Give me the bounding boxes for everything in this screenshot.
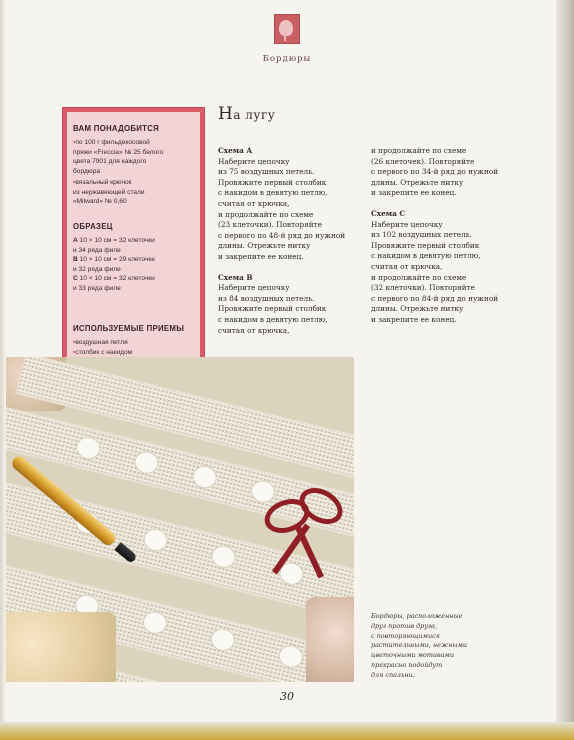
- gauge-key: B: [73, 256, 78, 264]
- caption-line: прекрасно подойдут: [371, 660, 443, 669]
- flower-logo-icon: [274, 14, 300, 44]
- scheme-line: длины. Отрежьте нитку: [371, 177, 464, 187]
- title-rest: а лугу: [233, 108, 276, 122]
- scheme-line: Наберите цепочку: [218, 156, 290, 166]
- scheme-line: и продолжайте по схеме: [218, 209, 314, 219]
- gauge-key: C: [73, 275, 78, 283]
- gauge-line: и 32 ряда филе: [73, 265, 121, 273]
- scheme-line: из 102 воздушных петель.: [371, 230, 473, 240]
- caption-line: для спальни.: [371, 670, 415, 679]
- ribbon-bow: [268, 500, 342, 560]
- gauge-line: 10 × 10 см = 32 клеточки: [77, 237, 155, 244]
- page-bottom-edge: [0, 722, 574, 740]
- scheme-line: с накидом в девятую петлю,: [218, 188, 328, 198]
- gauge-line: и 33 ряда филе: [73, 284, 121, 292]
- caption-line: друг против друга,: [371, 621, 438, 630]
- gauge-list: [73, 236, 155, 294]
- technique-item: ▪ столбик с накидом: [73, 348, 132, 358]
- materials-heading: ВАМ ПОНАДОБИТСЯ: [73, 124, 160, 133]
- scheme-line: Наберите цепочку: [218, 283, 290, 293]
- scheme-line: длины. Отрежьте нитку: [371, 304, 464, 314]
- scheme-line: и продолжайте по схеме: [371, 272, 467, 282]
- scheme-a: [218, 146, 366, 336]
- caption-line: с повторяющимися: [371, 631, 440, 640]
- scheme-line: (23 клеточки). Повторяйте: [218, 220, 322, 230]
- materials-item-hook: [73, 178, 145, 207]
- gauge-key: A: [73, 237, 78, 244]
- materials-item-yarn: [73, 138, 163, 176]
- scheme-line: с накидом в девятую петлю,: [218, 314, 328, 324]
- photo-caption: [371, 612, 467, 681]
- scheme-line: считая от крючка,: [218, 198, 290, 208]
- scheme-a-heading: Схема A: [218, 146, 253, 155]
- caption-line: цветочными мотивами: [371, 651, 454, 660]
- technique-item: ▪ воздушная петля: [73, 338, 132, 348]
- page-right-edge: [556, 0, 574, 740]
- materials-line: цвета 7901 для каждого: [73, 158, 147, 166]
- scheme-line: и закрепите ее конец.: [371, 188, 457, 198]
- techniques-list: [73, 338, 132, 357]
- scheme-b-continued: [371, 146, 519, 326]
- scheme-line: Провяжите первый столбик: [218, 304, 327, 314]
- scheme-line: (32 клеточки). Повторяйте: [371, 283, 475, 293]
- gauge-line: и 34 ряда филе: [73, 246, 121, 254]
- caption-line: Бордюры, расположенные: [371, 612, 463, 620]
- scheme-line: с первого по 48-й ряд до нужной: [218, 230, 346, 240]
- scheme-line: с первого по 84-й ряд до нужной: [371, 293, 499, 303]
- floral-fabric: [306, 597, 354, 682]
- materials-line: пряжи «Freccia» № 25 белого: [73, 148, 164, 156]
- page-number: 30: [280, 690, 294, 703]
- gauge-heading: ОБРАЗЕЦ: [73, 222, 113, 231]
- section-title: Бордюры: [262, 54, 312, 64]
- scheme-line: и продолжайте по схеме: [371, 146, 467, 155]
- title-initial: Н: [218, 104, 234, 124]
- scheme-line: длины. Отрежьте нитку: [218, 241, 311, 251]
- gauge-line: 10 × 10 см = 32 клеточки: [77, 275, 155, 283]
- floral-fabric: [6, 612, 116, 682]
- scheme-line: с первого по 34-й ряд до нужной: [371, 167, 499, 177]
- materials-line: ▪ вязальный крючок: [73, 178, 145, 188]
- materials-line: из нержавеющей стали: [73, 188, 145, 196]
- materials-line: «Milward» № 0,60: [73, 198, 127, 206]
- scheme-line: Провяжите первый столбик: [218, 177, 327, 187]
- scheme-line: из 75 воздушных петель.: [218, 167, 315, 177]
- caption-line: растительными, нежными: [371, 641, 468, 650]
- page-title: [218, 104, 275, 124]
- materials-line: бордюра: [73, 167, 101, 175]
- scheme-line: считая от крючка,: [218, 325, 290, 335]
- materials-line: ▪ по 100 г фильдекосовой: [73, 138, 163, 148]
- scheme-line: (26 клеточек). Повторяйте: [371, 156, 475, 166]
- scheme-line: и закрепите ее конец.: [371, 314, 457, 324]
- scheme-line: Наберите цепочку: [371, 219, 443, 229]
- scheme-line: с накидом в девятую петлю,: [371, 251, 481, 261]
- scheme-line: и закрепите ее конец.: [218, 251, 304, 261]
- scheme-line: Провяжите первый столбик: [371, 240, 480, 250]
- scheme-line: считая от крючка,: [371, 261, 443, 271]
- scheme-line: из 84 воздушных петель.: [218, 293, 315, 303]
- scheme-c-heading: Схема C: [371, 208, 406, 218]
- techniques-heading: ИСПОЛЬЗУЕМЫЕ ПРИЕМЫ: [73, 324, 185, 333]
- scheme-b-heading: Схема B: [218, 272, 253, 282]
- gauge-line: 10 × 10 см = 29 клеточек: [77, 256, 155, 264]
